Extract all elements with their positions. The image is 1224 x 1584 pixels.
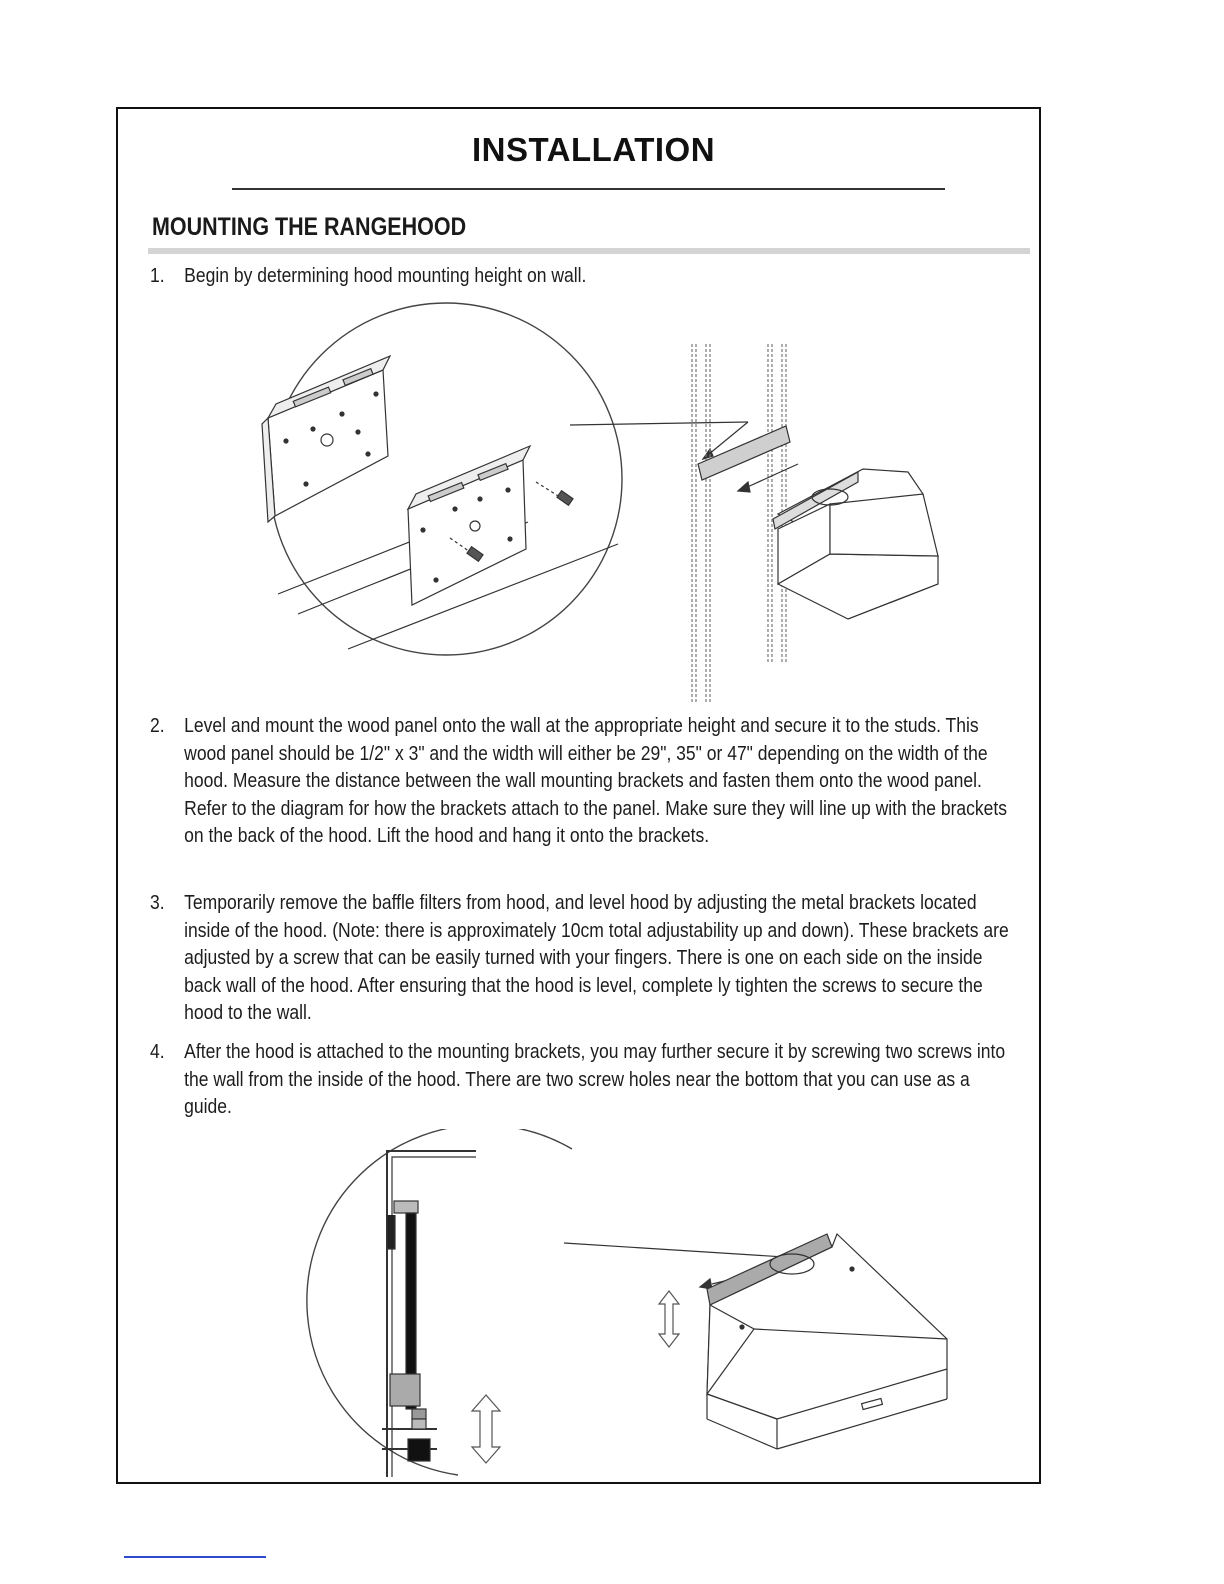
bottom-link-rule bbox=[124, 1556, 266, 1558]
step-text: Level and mount the wood panel onto the wall at the appropriate height and secure it to the studs. This wood panel should be 1/2" x 3" and the width will either be 29", 35" or 47" depending on the width of the hood. Measure the distance between the wall mounting brackets and fasten them onto the wood panel. Refer to the diagram for how the brackets attach to the panel. Make sure they will line up with the brackets on the back of the hood. Lift the hood and hang it onto the brackets. bbox=[184, 715, 1008, 847]
step-1 bbox=[150, 263, 1017, 291]
step-text: Temporarily remove the baffle filters from hood, and level hood by adjusting the metal brackets located inside of the hood. (Note: there is approximately 10cm total adjustability up and down). These brackets are adjusted by a screw that can be easily turned with your fingers. There is one on each side on the inside back wall of the hood. After ensuring that the hood is level, complete ly tighten the screws to secure the hood to the wall. bbox=[184, 892, 1009, 1024]
step-number: 4. bbox=[150, 1041, 165, 1063]
step-3 bbox=[150, 890, 1017, 1028]
step-2 bbox=[150, 713, 1017, 851]
section-divider bbox=[148, 248, 1030, 254]
step-number: 3. bbox=[150, 892, 165, 914]
step-text: Begin by determining hood mounting height on wall. bbox=[184, 265, 587, 287]
step-text: After the hood is attached to the mounting brackets, you may further secure it by screwing two screws into the wall from the inside of the hood. There are two screw holes near the bottom that you can use as a guide. bbox=[184, 1041, 1006, 1118]
page-title: INSTALLATION bbox=[471, 131, 716, 168]
hood-leveling-diagram bbox=[232, 1129, 952, 1479]
step-4 bbox=[150, 1039, 1017, 1122]
title-divider bbox=[232, 188, 945, 190]
page-frame bbox=[116, 107, 1041, 1484]
step-number: 1. bbox=[150, 265, 165, 287]
section-title: MOUNTING THE RANGEHOOD bbox=[152, 213, 467, 241]
step-number: 2. bbox=[150, 715, 165, 737]
bracket-mounting-diagram bbox=[218, 294, 958, 704]
